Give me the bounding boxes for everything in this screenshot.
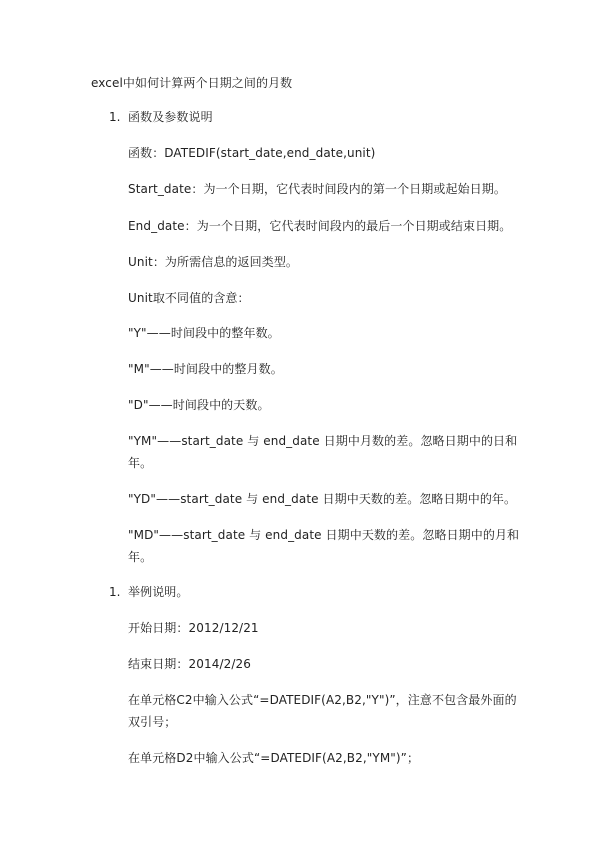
formula-c2-instruction-cont: 双引号； xyxy=(128,715,177,729)
unit-ym-description: "YM"——start_date 与 end_date 日期中月数的差。忽略日期中的日和 xyxy=(128,434,518,448)
unit-ym-description-cont: 年。 xyxy=(128,456,153,470)
unit-m-description: "M"——时间段中的整月数。 xyxy=(128,362,283,376)
function-syntax: 函数：DATEDIF(start_date,end_date,unit) xyxy=(128,146,376,160)
document-title: excel中如何计算两个日期之间的月数 xyxy=(91,76,293,90)
section2-number: 1. xyxy=(109,585,121,599)
formula-c2-instruction: 在单元格C2中输入公式“=DATEDIF(A2,B2,"Y")”，注意不包含最外面的 xyxy=(128,693,517,707)
unit-values-intro: Unit取不同值的含意： xyxy=(128,291,250,305)
unit-md-description: "MD"——start_date 与 end_date 日期中天数的差。忽略日期中的月和 xyxy=(128,528,520,542)
unit-y-description: "Y"——时间段中的整年数。 xyxy=(128,326,280,340)
unit-md-description-cont: 年。 xyxy=(128,550,153,564)
formula-d2-instruction: 在单元格D2中输入公式“=DATEDIF(A2,B2,"YM")”； xyxy=(128,751,420,765)
start-date-example: 开始日期：2012/12/21 xyxy=(128,621,259,635)
end-date-example: 结束日期：2014/2/26 xyxy=(128,657,251,671)
section1-heading: 函数及参数说明 xyxy=(128,110,213,124)
start-date-description: Start_date：为一个日期，它代表时间段内的第一个日期或起始日期。 xyxy=(128,182,506,196)
end-date-description: End_date：为一个日期，它代表时间段内的最后一个日期或结束日期。 xyxy=(128,219,512,233)
unit-description: Unit：为所需信息的返回类型。 xyxy=(128,255,299,269)
section1-number: 1. xyxy=(109,110,121,124)
unit-d-description: "D"——时间段中的天数。 xyxy=(128,398,270,412)
section2-heading: 举例说明。 xyxy=(128,585,189,599)
unit-yd-description: "YD"——start_date 与 end_date 日期中天数的差。忽略日期中的年。 xyxy=(128,492,517,506)
